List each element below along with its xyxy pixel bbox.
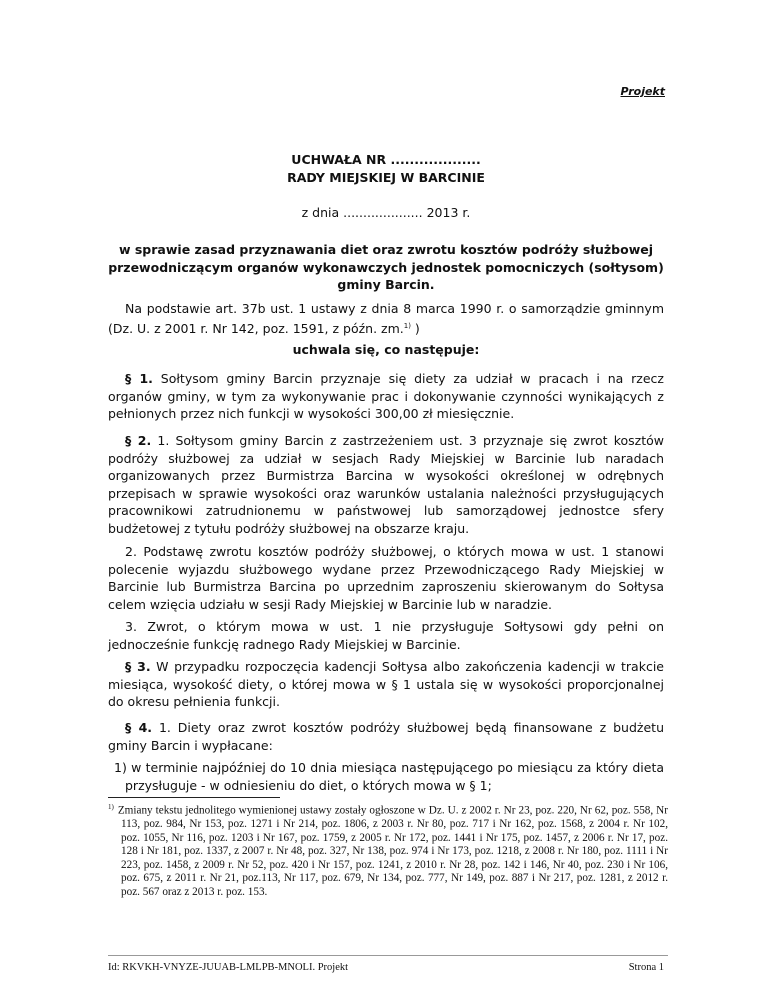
resolution-date: z dnia .................... 2013 r.	[301, 205, 471, 220]
resolve-heading: uchwala się, co następuje:	[292, 342, 480, 357]
preamble: Na podstawie art. 37b ust. 1 ustawy z dnia 8 marca 1990 r. o samorządzie gminnym (Dz. U. z 2001 r. Nr 142, poz. 1591, z późn. zm.$^{1)}$ )	[108, 301, 664, 336]
council-name: RADY MIEJSKIEJ W BARCINIE	[287, 170, 485, 185]
paragraph-2-section-3: 3. Zwrot, o którym mowa w ust. 1 nie przysługuje Sołtysowi gdy pełni on jednocześnie funkcję radnego Rady Miejskiej w Barcinie.	[108, 619, 664, 652]
paragraph-1: § 1. Sołtysom gminy Barcin przyznaje się diety za udział w pracach i na rzecz organów gminy, w tym za wykonywanie prac i dokonywanie czynności wynikających z pełnionych przez nich funkcji w wysokości 300,00 zł miesięcznie.	[108, 371, 664, 421]
footnote-text: Zmiany tekstu jednolitego wymienionej ustawy zostały ogłoszone w Dz. U. z 2002 r. Nr 23, poz. 220, Nr 62, poz. 558, Nr 113, poz. 984, Nr 153, poz. 1271 i Nr 214, poz. 1806, z 2003 r. Nr 80, poz. 717 i Nr 162, poz. 1568, z 2004 r. Nr 102, poz. 1055, Nr 116, poz. 1203 i Nr 167, poz. 1759, z 2005 r. Nr 172, poz. 1441 i Nr 175, poz. 1457, z 2006 r. Nr 17, poz. 128 i Nr 181, poz. 1337, z 2007 r. Nr 48, poz. 327, Nr 138, poz. 974 i Nr 173, poz. 1218, z 2008 r. Nr 180, poz. 1111 i Nr 223, poz. 1458, z 2009 r. Nr 52, poz. 420 i Nr 157, poz. 1241, z 2010 r. Nr 28, poz. 142 i 146, Nr 40, poz. 230 i Nr 106, poz. 675, z 2011 r. Nr 21, poz.113, Nr 117, poz. 679, Nr 134, poz. 777, Nr 149, poz. 887 i Nr 217, poz. 1281, z 2012 r. poz. 567 oraz z 2013 r. poz. 153.	[117, 804, 668, 898]
footnote-ref: 1)	[403, 321, 411, 330]
paragraph-2-section-2: 2. Podstawę zwrotu kosztów podróży służbowej, o których mowa w ust. 1 stanowi polecenie wyjazdu służbowego wydane przez Przewodniczącego Rady Miejskiej w Barcinie lub Burmistrza Barcina po uprzednim zaproszeniu skierowanym do Sołtysa celem wzięcia udziału w sesji Rady Miejskiej w Barcinie lub w naradzie.	[108, 544, 664, 612]
footer-separator	[108, 955, 668, 956]
footnote	[108, 801, 668, 899]
paragraph-3-label: § 3.	[125, 659, 151, 674]
paragraph-4-label: § 4.	[125, 720, 153, 735]
footnote-separator	[108, 797, 280, 798]
resolution-subject: w sprawie zasad przyznawania diet oraz zwrotu kosztów podróży służbowej przewodniczącym organów wykonawczych jednostek pomocniczych (sołtysom) gminy Barcin.	[108, 242, 664, 292]
paragraph-4: § 4. 1. Diety oraz zwrot kosztów podróży służbowej będą finansowane z budżetu gminy Barcin i wypłacane:	[108, 720, 664, 753]
resolution-number: UCHWAŁA NR ...................	[291, 152, 481, 167]
document-id: Id: RKVKH-VNYZE-JUUAB-LMLPB-MNOLI. Projekt	[108, 962, 349, 973]
paragraph-2: § 2. 1. Sołtysom gminy Barcin z zastrzeżeniem ust. 3 przyznaje się zwrot kosztów podróży służbowej za udział w sesjach Rady Miejskiej w Barcinie lub naradach organizowanych przez Burmistrza Barcina w wysokości określonej w odrębnych przepisach w sprawie wysokości oraz warunków ustalania należności przysługujących pracownikowi zatrudnionemu w państwowej lub samorządowej jednostce sfery budżetowej z tytułu podróży służbowej na obszarze kraju.	[108, 433, 664, 536]
page-number: Strona 1	[628, 962, 664, 973]
paragraph-1-label: § 1.	[125, 371, 153, 386]
footnote-mark: 1)	[108, 803, 114, 811]
paragraph-3: § 3. W przypadku rozpoczęcia kadencji Sołtysa albo zakończenia kadencji w trakcie miesiąca, wysokość diety, o której mowa w § 1 ustala się w wysokości proporcjonalnej do okresu pełnienia funkcji.	[108, 659, 664, 709]
paragraph-4-item-1: 1) w terminie najpóźniej do 10 dnia miesiąca następującego po miesiącu za który dieta przysługuje - w odniesieniu do diet, o których mowa w § 1;	[114, 760, 664, 793]
projekt-label: Projekt	[620, 85, 665, 98]
paragraph-2-label: § 2.	[125, 433, 152, 448]
